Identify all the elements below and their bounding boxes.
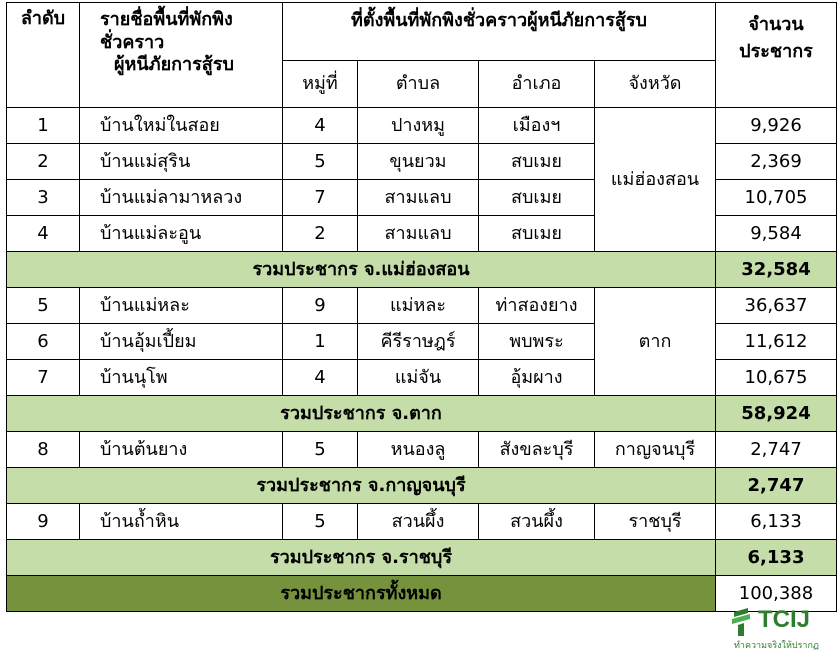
header-amphoe: อำเภอ — [479, 61, 595, 108]
tambon-name: แม่หละ — [358, 288, 479, 324]
tambon-name: แม่จัน — [358, 360, 479, 396]
grand-total-row — [7, 576, 837, 612]
row-number: 4 — [7, 216, 80, 252]
header-no: ลำดับ — [7, 3, 80, 108]
village-number: 5 — [283, 144, 358, 180]
tcij-logo — [730, 606, 826, 654]
population-value: 6,133 — [716, 504, 837, 540]
header-location: ที่ตั้งพื้นที่พักพิงชั่วคราวผู้หนีภัยการสู้รบ — [283, 3, 716, 61]
subtotal-row — [7, 540, 837, 576]
row-number: 6 — [7, 324, 80, 360]
shelter-name: บ้านนุโพ — [80, 360, 283, 396]
tcij-brand-text: TCIJ — [758, 606, 811, 633]
province-name: กาญจนบุรี — [595, 432, 716, 468]
tambon-name: สวนผึ้ง — [358, 504, 479, 540]
population-value: 36,637 — [716, 288, 837, 324]
subtotal-value: 6,133 — [716, 540, 837, 576]
subtotal-label: รวมประชากร จ.แม่ฮ่องสอน — [7, 252, 716, 288]
subtotal-row — [7, 396, 837, 432]
amphoe-name: สบเมย — [479, 216, 595, 252]
table-row — [7, 504, 837, 540]
row-number: 1 — [7, 108, 80, 144]
subtotal-value: 32,584 — [716, 252, 837, 288]
header-village-no: หมู่ที่ — [283, 61, 358, 108]
subtotal-label: รวมประชากร จ.ตาก — [7, 396, 716, 432]
population-value: 2,369 — [716, 144, 837, 180]
subtotal-value: 2,747 — [716, 468, 837, 504]
row-number: 8 — [7, 432, 80, 468]
shelter-name: บ้านอุ้มเปี้ยม — [80, 324, 283, 360]
row-number: 7 — [7, 360, 80, 396]
header-tambon: ตำบล — [358, 61, 479, 108]
province-name: ราชบุรี — [595, 504, 716, 540]
population-value: 10,705 — [716, 180, 837, 216]
shelter-name: บ้านถ้ำหิน — [80, 504, 283, 540]
header-province: จังหวัด — [595, 61, 716, 108]
shelter-name: บ้านแม่ละอูน — [80, 216, 283, 252]
row-number: 9 — [7, 504, 80, 540]
village-number: 4 — [283, 360, 358, 396]
village-number: 5 — [283, 504, 358, 540]
row-number: 5 — [7, 288, 80, 324]
amphoe-name: พบพระ — [479, 324, 595, 360]
population-value: 11,612 — [716, 324, 837, 360]
subtotal-row — [7, 468, 837, 504]
village-number: 9 — [283, 288, 358, 324]
tambon-name: คีรีราษฎร์ — [358, 324, 479, 360]
table-row — [7, 108, 837, 144]
province-name: ตาก — [595, 288, 716, 396]
subtotal-row — [7, 252, 837, 288]
shelter-name: บ้านแม่หละ — [80, 288, 283, 324]
amphoe-name: สบเมย — [479, 180, 595, 216]
village-number: 4 — [283, 108, 358, 144]
tambon-name: สามแลบ — [358, 216, 479, 252]
shelter-name: บ้านต้นยาง — [80, 432, 283, 468]
grand-total-label: รวมประชากรทั้งหมด — [7, 576, 716, 612]
population-value: 9,926 — [716, 108, 837, 144]
village-number: 7 — [283, 180, 358, 216]
subtotal-label: รวมประชากร จ.กาญจนบุรี — [7, 468, 716, 504]
village-number: 5 — [283, 432, 358, 468]
subtotal-label: รวมประชากร จ.ราชบุรี — [7, 540, 716, 576]
amphoe-name: อุ้มผาง — [479, 360, 595, 396]
province-name: แม่ฮ่องสอน — [595, 108, 716, 252]
header-shelter-name: รายชื่อพื้นที่พักพิง ชั่วคราว ผู้หนีภัยการสู้รบ — [80, 3, 283, 108]
village-number: 1 — [283, 324, 358, 360]
tambon-name: หนองลู — [358, 432, 479, 468]
tambon-name: สามแลบ — [358, 180, 479, 216]
tcij-tagline: ทำความจริงให้ปรากฏ — [734, 641, 819, 651]
shelter-name: บ้านใหม่ในสอย — [80, 108, 283, 144]
grand-total-value: 100,388 — [716, 576, 837, 612]
population-value: 9,584 — [716, 216, 837, 252]
tambon-name: ขุนยวม — [358, 144, 479, 180]
row-number: 2 — [7, 144, 80, 180]
amphoe-name: ท่าสองยาง — [479, 288, 595, 324]
tambon-name: ปางหมู — [358, 108, 479, 144]
header-population: จำนวน ประชากร — [716, 3, 837, 108]
village-number: 2 — [283, 216, 358, 252]
amphoe-name: เมืองฯ — [479, 108, 595, 144]
table-row — [7, 288, 837, 324]
refugee-shelter-table — [6, 2, 837, 612]
shelter-name: บ้านแม่ลามาหลวง — [80, 180, 283, 216]
amphoe-name: สวนผึ้ง — [479, 504, 595, 540]
subtotal-value: 58,924 — [716, 396, 837, 432]
population-value: 10,675 — [716, 360, 837, 396]
amphoe-name: สังขละบุรี — [479, 432, 595, 468]
population-value: 2,747 — [716, 432, 837, 468]
row-number: 3 — [7, 180, 80, 216]
shelter-name: บ้านแม่สุริน — [80, 144, 283, 180]
amphoe-name: สบเมย — [479, 144, 595, 180]
tcij-logo-icon — [730, 608, 756, 636]
table-row — [7, 432, 837, 468]
